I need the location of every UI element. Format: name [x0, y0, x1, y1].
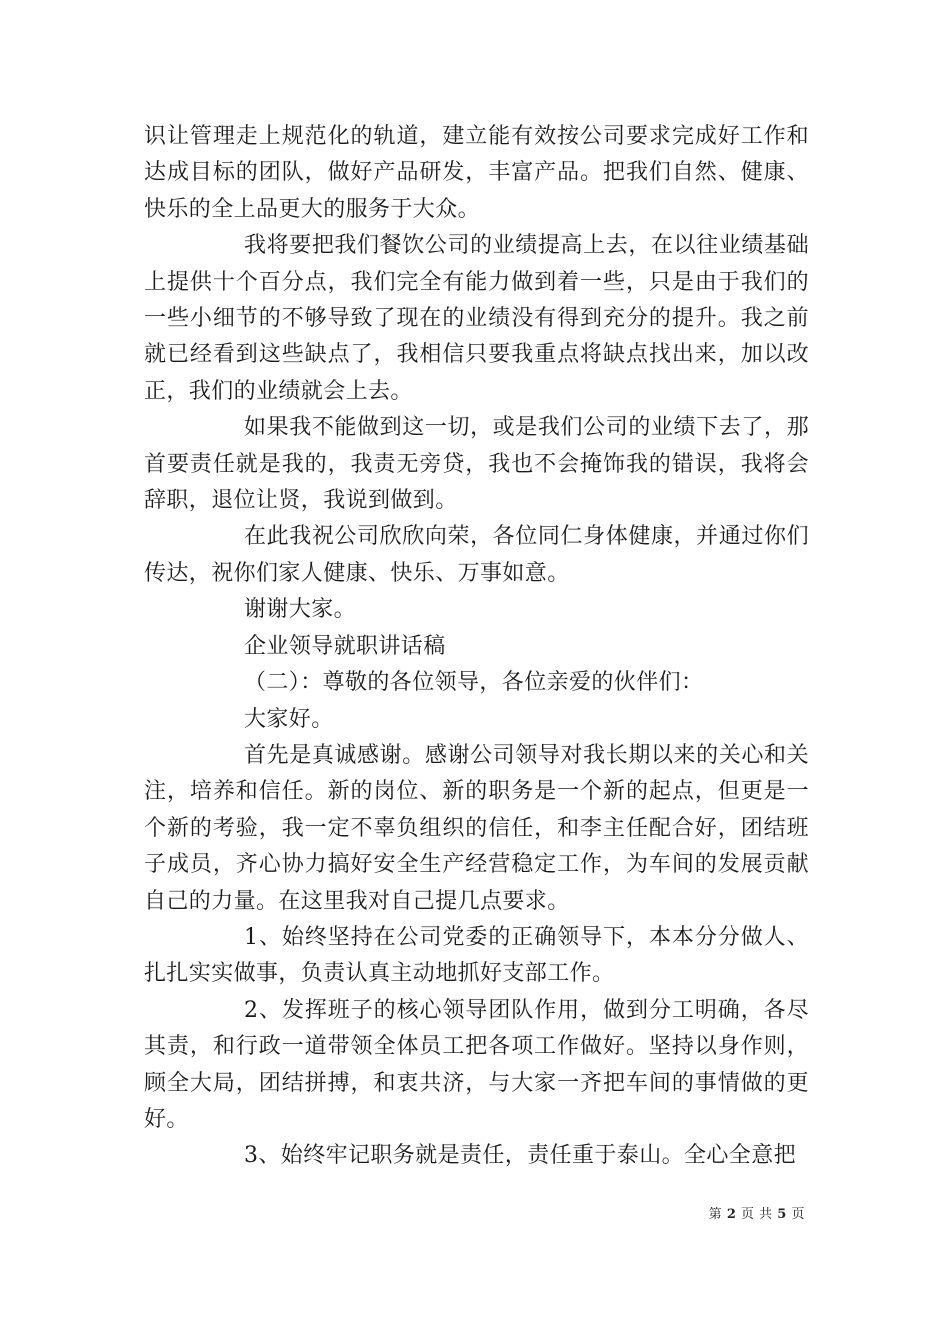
greeting: 大家好。 [244, 706, 334, 732]
section-heading: 企业领导就职讲话稿 [244, 633, 446, 659]
footer-total-pages: 5 [777, 1207, 787, 1222]
list-item-1: 1、始终坚持在公司党委的正确领导下，本本分分做人、扎扎实实做事，负责认真主动地抓好支部工作。 [144, 924, 809, 987]
list-item-3: 3、始终牢记职务就是责任，责任重于泰山。全心全意把 [244, 1143, 796, 1169]
paragraph-5: 谢谢大家。 [244, 597, 357, 623]
paragraph-3: 如果我不能做到这一切，或是我们公司的业绩下去了，那首要责任就是我的，我责无旁贷，我也不会掩饰我的错误，我将会辞职，退位让贤，我说到做到。 [144, 415, 809, 514]
footer-suffix: 页 [791, 1207, 805, 1222]
paragraph-1: 识让管理走上规范化的轨道，建立能有效按公司要求完成好工作和达成目标的团队，做好产品研发，丰富产品。把我们自然、健康、快乐的全上品更大的服务于大众。 [144, 124, 809, 222]
paragraph-4: 在此我祝公司欣欣向荣，各位同仁身体健康，并通过你们传达，祝你们家人健康、快乐、万事如意。 [144, 524, 809, 586]
salutation: （二）：尊敬的各位领导，各位亲爱的伙伴们： [244, 670, 704, 696]
list-item-2: 2、发挥班子的核心领导团队作用，做到分工明确，各尽其责，和行政一道带领全体员工把各项工作做好。坚持以身作则，顾全大局，团结拼搏，和衷共济，与大家一齐把车间的事情做的更好。 [144, 997, 809, 1132]
page-footer [709, 1203, 805, 1222]
footer-current-page: 2 [726, 1207, 737, 1222]
footer-middle: 页 共 [741, 1207, 773, 1222]
paragraph-9: 首先是真诚感谢。感谢公司领导对我长期以来的关心和关注，培养和信任。新的岗位、新的职务是一个新的起点，但更是一个新的考验，我一定不辜负组织的信任，和李主任配合好，团结班子成员，齐心协力搞好安全生产经营稳定工作，为车间的发展贡献自己的力量。在这里我对自己提几点要求。 [144, 742, 809, 914]
paragraph-2: 我将要把我们餐饮公司的业绩提高上去，在以往业绩基础上提供十个百分点，我们完全有能力做到着一些，只是由于我们的一些小细节的不够导致了现在的业绩没有得到充分的提升。我之前就已经看到这些缺点了，我相信只要我重点将缺点找出来，加以改正，我们的业绩就会上去。 [144, 233, 809, 404]
footer-prefix: 第 [708, 1207, 723, 1222]
document-body [144, 119, 809, 1175]
